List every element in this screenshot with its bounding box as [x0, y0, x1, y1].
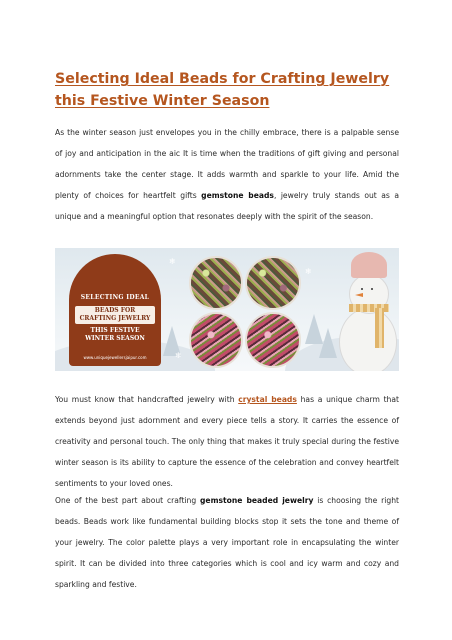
beads-necklace-image: [245, 256, 301, 310]
choosing-text-a: One of the best part about crafting: [55, 496, 200, 505]
snowflake-icon: ❄: [175, 351, 182, 360]
banner-image: [55, 248, 399, 371]
beads-necklace-image: [245, 312, 301, 368]
intro-paragraph: [55, 122, 399, 227]
intro-text-a: As the winter season just envelopes you in the chilly embrace, there is a palpable sense of joy and anticipation in the aic It is time when the traditions of gift giving and personal adornments take the center stage. It adds warmth and sparkle to your life. Amid the plenty of choices for heartfelt gifts: [55, 128, 399, 200]
crystal-text-b: has a unique charm that extends beyond just adornment and every piece tells a story. It carries the essence of creativity and personal touch. The only thing that makes it truly special during the festive winter season is its ability to capture the essence of the celebration and convey heartfelt sentiments to your loved ones.: [55, 395, 399, 488]
page-title: Selecting Ideal Beads for Crafting Jewelry this Festive Winter Season: [55, 71, 390, 109]
crystal-beads-link[interactable]: crystal beads: [238, 395, 297, 404]
intro-bold-term: gemstone beads: [201, 191, 274, 200]
banner-title-arch: [69, 254, 161, 366]
tree-icon: [319, 328, 337, 358]
banner-line-1: SELECTING IDEAL: [80, 294, 150, 301]
intro-text-b: , jewelry truly stands out as a unique and a meaningful option that resonates deeply with the spirit of the season.: [55, 191, 399, 221]
choosing-text-b: is choosing the right beads. Beads work like fundamental building blocks stop it sets the tone and theme of your jewelry. The color palette plays a very important role in encapsulating the winter spirit. It can be divided into three categories which is cool and icy warm and cozy and sparkling and festive.: [55, 496, 399, 589]
snowflake-icon: ❄: [305, 267, 312, 276]
beads-necklace-image: [189, 312, 243, 368]
choosing-bold-term: gemstone beaded jewelry: [199, 496, 314, 505]
choosing-beads-paragraph: [55, 490, 399, 595]
banner-line-3: THIS FESTIVE WINTER SEASON: [85, 327, 145, 342]
banner-url: www.uniquejewellersjaipur.com: [83, 355, 147, 360]
banner-line-2: BEADS FOR CRAFTING JEWELRY: [75, 306, 155, 324]
snowflake-icon: ❄: [169, 257, 176, 266]
crystal-beads-paragraph: [55, 389, 399, 494]
beads-necklace-image: [189, 256, 243, 310]
crystal-text-a: You must know that handcrafted jewelry with: [55, 395, 239, 404]
